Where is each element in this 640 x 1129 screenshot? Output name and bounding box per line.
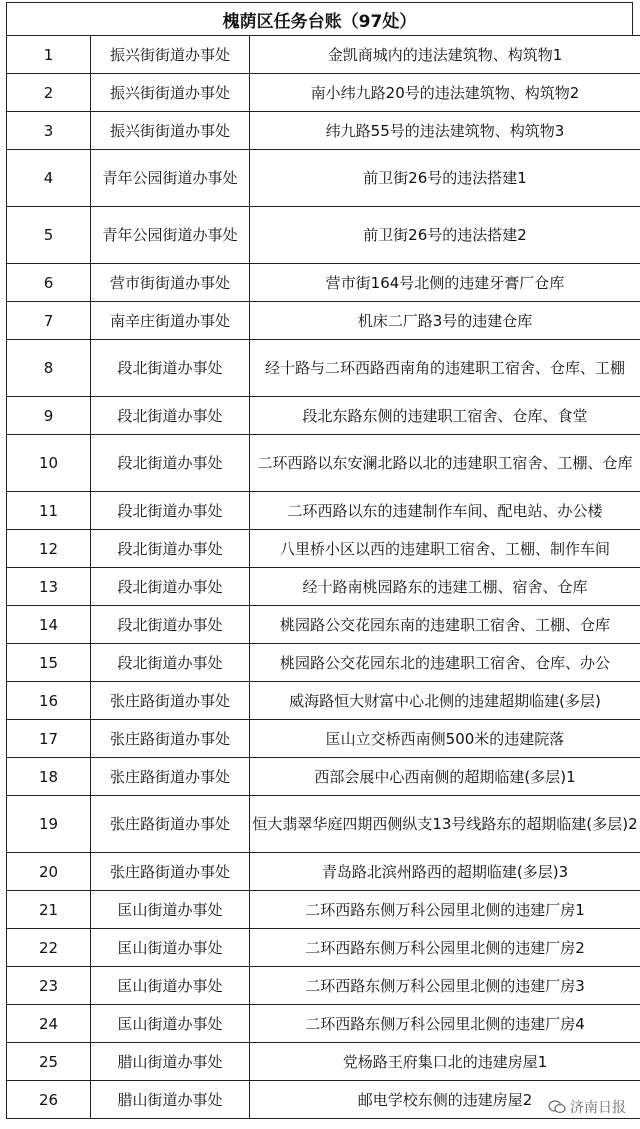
ledger-sheet — [6, 2, 638, 1119]
office-name: 段北街道办事处 — [91, 340, 250, 397]
table-row — [7, 758, 640, 796]
office-name: 南辛庄街道办事处 — [91, 302, 250, 340]
row-number: 19 — [7, 796, 91, 853]
task-description: 二环西路东侧万科公园里北侧的违建厂房4 — [250, 1005, 640, 1043]
table-row — [7, 644, 640, 682]
office-name: 张庄路街道办事处 — [91, 682, 250, 720]
row-number: 20 — [7, 853, 91, 891]
ledger-table-body — [7, 36, 640, 1119]
office-name: 段北街道办事处 — [91, 397, 250, 435]
table-row — [7, 264, 640, 302]
row-number: 12 — [7, 530, 91, 568]
office-name: 振兴街街道办事处 — [91, 112, 250, 150]
office-name: 腊山街道办事处 — [91, 1043, 250, 1081]
row-number: 25 — [7, 1043, 91, 1081]
office-name: 段北街道办事处 — [91, 435, 250, 492]
row-number: 13 — [7, 568, 91, 606]
row-number: 6 — [7, 264, 91, 302]
table-row — [7, 720, 640, 758]
office-name: 营市街街道办事处 — [91, 264, 250, 302]
office-name: 匡山街道办事处 — [91, 929, 250, 967]
task-description: 桃园路公交花园东北的违建职工宿舍、仓库、办公 — [250, 644, 640, 682]
table-row — [7, 967, 640, 1005]
office-name: 段北街道办事处 — [91, 492, 250, 530]
office-name: 振兴街街道办事处 — [91, 36, 250, 74]
row-number: 15 — [7, 644, 91, 682]
task-description: 经十路与二环西路西南角的违建职工宿舍、仓库、工棚 — [250, 340, 640, 397]
office-name: 匡山街道办事处 — [91, 891, 250, 929]
office-name: 振兴街街道办事处 — [91, 74, 250, 112]
task-description: 党杨路王府集口北的违建房屋1 — [250, 1043, 640, 1081]
table-row — [7, 435, 640, 492]
table-row — [7, 74, 640, 112]
task-description: 二环西路东侧万科公园里北侧的违建厂房1 — [250, 891, 640, 929]
task-description: 西部会展中心西南侧的超期临建(多层)1 — [250, 758, 640, 796]
table-row — [7, 606, 640, 644]
row-number: 4 — [7, 150, 91, 207]
table-row — [7, 891, 640, 929]
row-number: 3 — [7, 112, 91, 150]
task-description: 八里桥小区以西的违建职工宿舍、工棚、制作车间 — [250, 530, 640, 568]
task-description: 机床二厂路3号的违建仓库 — [250, 302, 640, 340]
table-row — [7, 853, 640, 891]
row-number: 8 — [7, 340, 91, 397]
office-name: 匡山街道办事处 — [91, 967, 250, 1005]
table-row — [7, 1043, 640, 1081]
row-number: 2 — [7, 74, 91, 112]
office-name: 青年公园街道办事处 — [91, 207, 250, 264]
office-name: 段北街道办事处 — [91, 606, 250, 644]
table-title-text: 槐荫区任务台账（97处） — [222, 11, 417, 32]
task-description: 南小纬九路20号的违法建筑物、构筑物2 — [250, 74, 640, 112]
office-name: 张庄路街道办事处 — [91, 796, 250, 853]
table-title — [6, 2, 633, 35]
row-number: 18 — [7, 758, 91, 796]
table-row — [7, 492, 640, 530]
task-description: 二环西路以东的违建制作车间、配电站、办公楼 — [250, 492, 640, 530]
table-row — [7, 150, 640, 207]
table-row — [7, 796, 640, 853]
office-name: 张庄路街道办事处 — [91, 758, 250, 796]
table-row — [7, 36, 640, 74]
task-description: 桃园路公交花园东南的违建职工宿舍、工棚、仓库 — [250, 606, 640, 644]
row-number: 21 — [7, 891, 91, 929]
watermark — [548, 1097, 626, 1117]
row-number: 11 — [7, 492, 91, 530]
table-row — [7, 929, 640, 967]
task-description: 二环西路以东安澜北路以北的违建职工宿舍、工棚、仓库 — [250, 435, 640, 492]
ledger-table — [6, 35, 640, 1119]
table-row — [7, 302, 640, 340]
office-name: 青年公园街道办事处 — [91, 150, 250, 207]
row-number: 9 — [7, 397, 91, 435]
row-number: 7 — [7, 302, 91, 340]
table-row — [7, 112, 640, 150]
task-description: 经十路南桃园路东的违建工棚、宿舍、仓库 — [250, 568, 640, 606]
office-name: 腊山街道办事处 — [91, 1081, 250, 1119]
office-name: 段北街道办事处 — [91, 644, 250, 682]
row-number: 22 — [7, 929, 91, 967]
table-row — [7, 568, 640, 606]
row-number: 24 — [7, 1005, 91, 1043]
office-name: 段北街道办事处 — [91, 568, 250, 606]
task-description: 二环西路东侧万科公园里北侧的违建厂房2 — [250, 929, 640, 967]
row-number: 10 — [7, 435, 91, 492]
task-description: 纬九路55号的违法建筑物、构筑物3 — [250, 112, 640, 150]
row-number: 23 — [7, 967, 91, 1005]
task-description: 金凯商城内的违法建筑物、构筑物1 — [250, 36, 640, 74]
task-description: 二环西路东侧万科公园里北侧的违建厂房3 — [250, 967, 640, 1005]
office-name: 张庄路街道办事处 — [91, 720, 250, 758]
wechat-icon — [548, 1100, 566, 1114]
office-name: 段北街道办事处 — [91, 530, 250, 568]
table-row — [7, 397, 640, 435]
task-description: 威海路恒大财富中心北侧的违建超期临建(多层) — [250, 682, 640, 720]
table-row — [7, 530, 640, 568]
table-row — [7, 1081, 640, 1119]
table-row — [7, 682, 640, 720]
row-number: 17 — [7, 720, 91, 758]
task-description: 前卫街26号的违法搭建1 — [250, 150, 640, 207]
table-row — [7, 1005, 640, 1043]
table-row — [7, 207, 640, 264]
task-description: 前卫街26号的违法搭建2 — [250, 207, 640, 264]
task-description: 邮电学校东侧的违建房屋2 — [250, 1081, 640, 1119]
row-number: 1 — [7, 36, 91, 74]
row-number: 26 — [7, 1081, 91, 1119]
watermark-text: 济南日报 — [570, 1100, 626, 1116]
table-row — [7, 340, 640, 397]
task-description: 段北东路东侧的违建职工宿舍、仓库、食堂 — [250, 397, 640, 435]
row-number: 14 — [7, 606, 91, 644]
task-description: 恒大翡翠华庭四期西侧纵支13号线路东的超期临建(多层)2 — [250, 796, 640, 853]
task-description: 青岛路北滨州路西的超期临建(多层)3 — [250, 853, 640, 891]
office-name: 张庄路街道办事处 — [91, 853, 250, 891]
office-name: 匡山街道办事处 — [91, 1005, 250, 1043]
task-description: 营市街164号北侧的违建牙膏厂仓库 — [250, 264, 640, 302]
task-description: 匡山立交桥西南侧500米的违建院落 — [250, 720, 640, 758]
row-number: 16 — [7, 682, 91, 720]
row-number: 5 — [7, 207, 91, 264]
